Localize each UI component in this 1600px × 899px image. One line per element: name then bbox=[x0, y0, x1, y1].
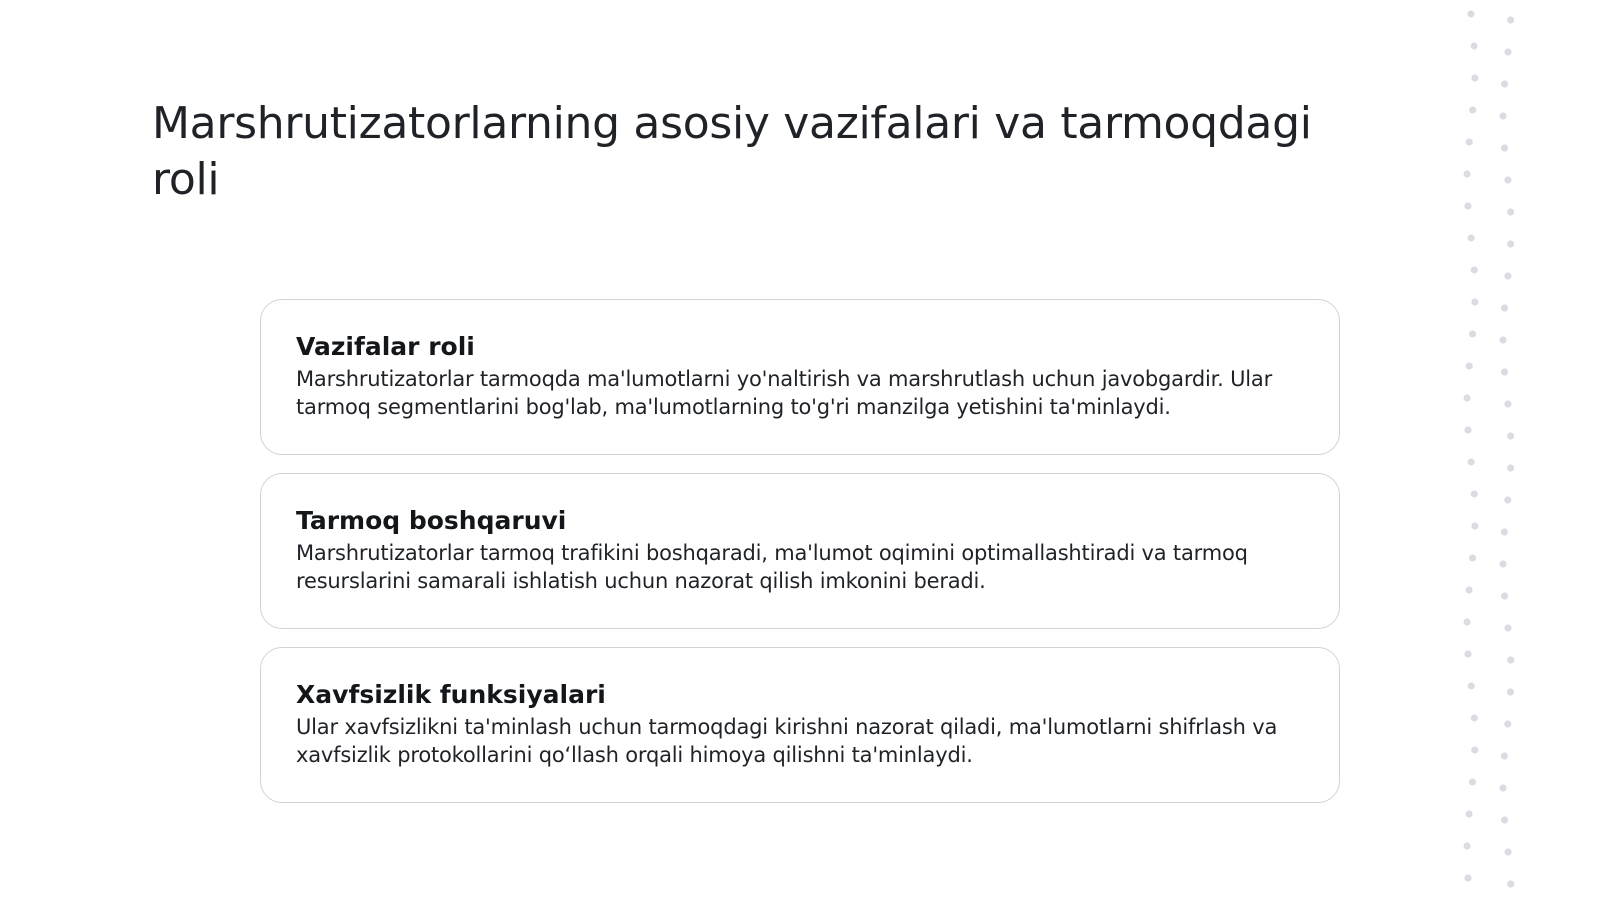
decorative-dot bbox=[1467, 10, 1474, 17]
decorative-dot bbox=[1501, 368, 1508, 375]
decorative-dot bbox=[1471, 714, 1478, 721]
decorative-dot bbox=[1469, 554, 1476, 561]
info-cards bbox=[260, 299, 1340, 821]
page-title: Marshrutizatorlarning asosiy vazifalari va tarmoqdagi roli bbox=[152, 98, 1312, 205]
decorative-dot bbox=[1507, 16, 1514, 23]
decorative-dot bbox=[1504, 48, 1511, 55]
decorative-dot bbox=[1468, 458, 1475, 465]
decorative-dot bbox=[1507, 688, 1514, 695]
decorative-dot bbox=[1471, 74, 1478, 81]
decorative-dot bbox=[1468, 234, 1475, 241]
decorative-dot bbox=[1501, 144, 1508, 151]
decorative-dot bbox=[1507, 880, 1514, 887]
decorative-dot bbox=[1469, 330, 1476, 337]
decorative-dot bbox=[1471, 490, 1478, 497]
decorative-dot bbox=[1464, 202, 1471, 209]
decorative-dot bbox=[1471, 42, 1478, 49]
decorative-dot bbox=[1464, 874, 1471, 881]
decorative-dot bbox=[1466, 586, 1473, 593]
decorative-dot bbox=[1468, 682, 1475, 689]
decorative-dot bbox=[1505, 848, 1512, 855]
decorative-dot bbox=[1466, 362, 1473, 369]
decorative-dot bbox=[1499, 112, 1506, 119]
card-heading: Vazifalar roli bbox=[296, 332, 475, 361]
decorative-dot bbox=[1507, 464, 1514, 471]
decorative-dot bbox=[1464, 618, 1471, 625]
decorative-dot bbox=[1504, 400, 1511, 407]
decorative-dot bbox=[1464, 170, 1471, 177]
decorative-dot bbox=[1501, 816, 1508, 823]
decorative-dot bbox=[1499, 784, 1506, 791]
decorative-dot bbox=[1464, 426, 1471, 433]
decorative-dot bbox=[1466, 138, 1473, 145]
decorative-dot bbox=[1471, 298, 1478, 305]
decorative-dots-pattern bbox=[1455, 0, 1535, 899]
decorative-dot bbox=[1464, 842, 1471, 849]
decorative-dot bbox=[1507, 208, 1514, 215]
decorative-dot bbox=[1466, 810, 1473, 817]
decorative-dot bbox=[1504, 496, 1511, 503]
decorative-dot bbox=[1501, 528, 1508, 535]
decorative-dot bbox=[1504, 720, 1511, 727]
card-body-text: Marshrutizatorlar tarmoq trafikini boshqaradi, ma'lumot oqimini optimallashtiradi va tarmoq resurslarini samarali ishlatish uchun nazorat qilish imkonini beradi. bbox=[296, 541, 1248, 593]
decorative-dot bbox=[1499, 560, 1506, 567]
card-tarmoq-boshqaruvi bbox=[260, 473, 1340, 629]
decorative-dot bbox=[1501, 752, 1508, 759]
decorative-dot bbox=[1469, 106, 1476, 113]
card-body-text: Ular xavfsizlikni ta'minlash uchun tarmoqdagi kirishni nazorat qiladi, ma'lumotlarni shifrlash va xavfsizlik protokollarini qo‘llash orqali himoya qilishni ta'minlaydi. bbox=[296, 715, 1278, 767]
decorative-dot bbox=[1471, 746, 1478, 753]
card-body-text: Marshrutizatorlar tarmoqda ma'lumotlarni yo'naltirish va marshrutlash uchun javobgardir. Ular tarmoq segmentlarini bog'lab, ma'lumotlarning to'g'ri manzilga yetishini ta'minlaydi. bbox=[296, 367, 1273, 419]
decorative-dot bbox=[1501, 80, 1508, 87]
card-vazifalar-roli bbox=[260, 299, 1340, 455]
decorative-dot bbox=[1504, 176, 1511, 183]
decorative-dot bbox=[1504, 272, 1511, 279]
decorative-dot bbox=[1507, 240, 1514, 247]
decorative-dot bbox=[1469, 778, 1476, 785]
decorative-dot bbox=[1507, 656, 1514, 663]
decorative-dot bbox=[1507, 432, 1514, 439]
card-heading: Xavfsizlik funksiyalari bbox=[296, 680, 606, 709]
decorative-dot bbox=[1499, 336, 1506, 343]
decorative-dot bbox=[1504, 624, 1511, 631]
card-heading: Tarmoq boshqaruvi bbox=[296, 506, 567, 535]
decorative-dot bbox=[1464, 650, 1471, 657]
decorative-dot bbox=[1501, 304, 1508, 311]
decorative-dot bbox=[1471, 266, 1478, 273]
decorative-dot bbox=[1464, 394, 1471, 401]
decorative-dot bbox=[1501, 592, 1508, 599]
card-xavfsizlik-funksiyalari bbox=[260, 647, 1340, 803]
decorative-dot bbox=[1471, 522, 1478, 529]
